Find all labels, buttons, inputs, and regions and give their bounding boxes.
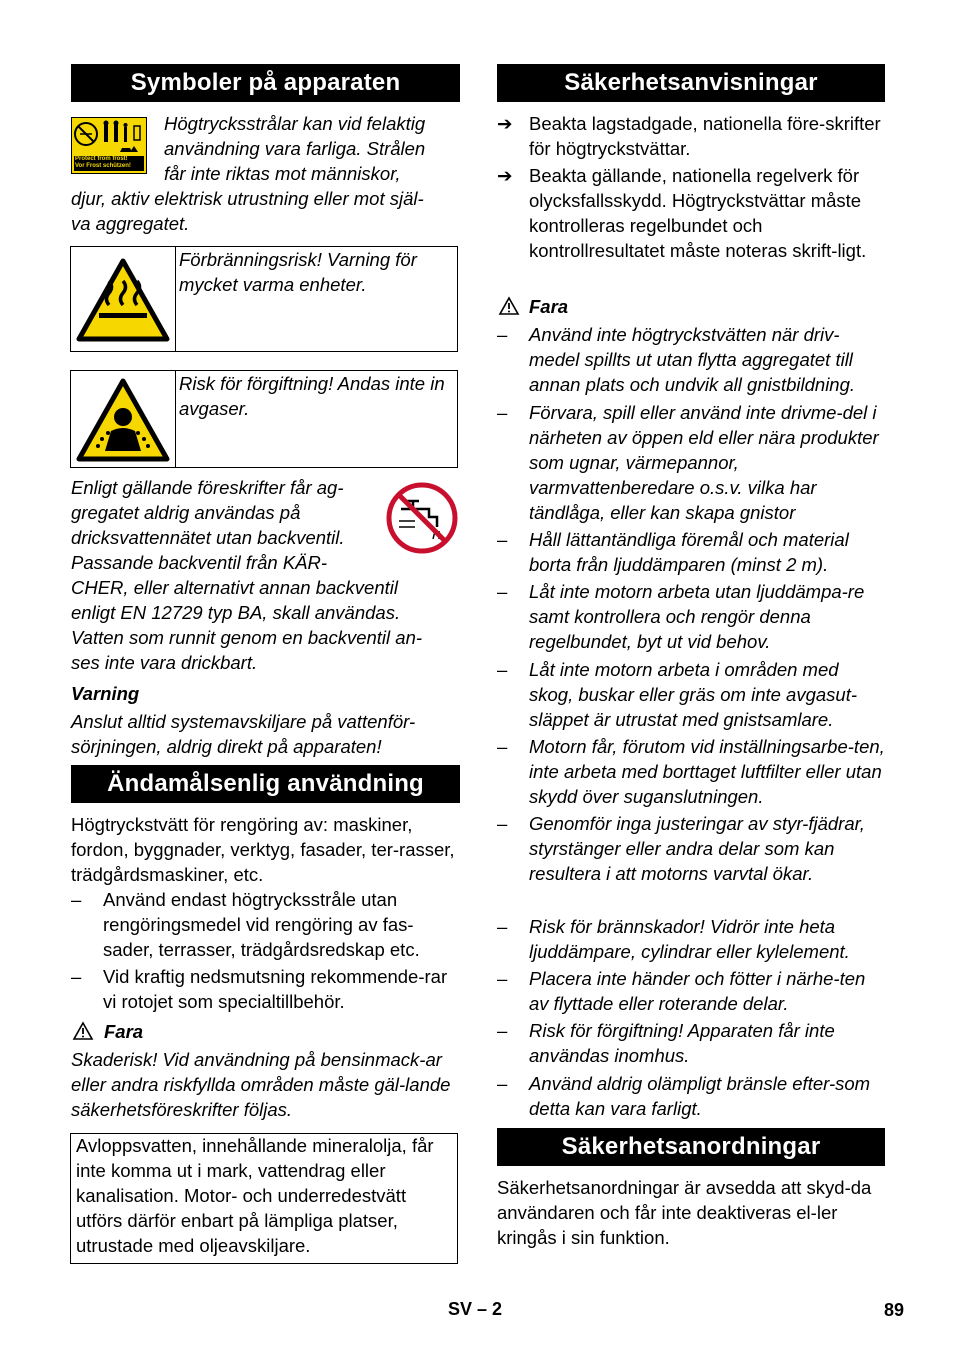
footer-section: SV – 2 [448, 1299, 503, 1319]
arrow-icon: ➔ [497, 113, 513, 134]
wastewater-box [70, 1133, 458, 1264]
page-number: 89 [884, 1300, 905, 1320]
backflow-line-2: gregatet aldrig användas på [71, 502, 301, 523]
backflow-line-7: Vatten som runnit genom en backventil an- [71, 627, 423, 648]
symbols-intro-line-3: får inte riktas mot människor, [164, 163, 401, 184]
pressure-warning-label-icon [71, 117, 147, 174]
protect-from-frost-text: Protect from frost! [75, 156, 128, 162]
safety-devices-heading: Säkerhetsanordningar [497, 1128, 885, 1166]
arrow-icon: ➔ [497, 165, 513, 186]
symbols-intro-line-2: användning vara farliga. Strålen [164, 138, 426, 159]
left-danger-label: Fara [104, 1021, 144, 1042]
safety-instructions-heading: Säkerhetsanvisningar [497, 64, 885, 102]
warning-label: Varning [71, 683, 140, 704]
safety-devices-text: Säkerhetsanordningar är avsedda att skyd-da användaren och får inte deaktiveras el-ler kringås i sin funktion. [497, 1177, 872, 1248]
poison-warning-box [70, 370, 458, 468]
danger-triangle-icon [72, 1021, 94, 1046]
no-drinking-water-icon [385, 481, 459, 555]
burn-warning-box [70, 246, 458, 352]
intended-use-text: Högtryckstvätt för rengöring av: maskiner, fordon, byggnader, verktyg, fasader, ter-rasser, trädgårdsmaskiner, etc. [71, 814, 455, 885]
toxic-fumes-icon [71, 371, 176, 467]
left-danger-text: Skaderisk! Vid användning på bensinmack-ar eller andra riskfyllda områden måste gäl-lande säkerhetsföreskrifter följas. [71, 1049, 451, 1120]
backflow-line-1: Enligt gällande föreskrifter får ag- [71, 477, 344, 498]
wastewater-text: Avloppsvatten, innehållande mineralolja, får inte komma ut i mark, vattendrag eller kanalisation. Motor- och underredestvätt utförs därför enbart på lämpliga platser, utrustade med oljeavskiljare. [76, 1135, 434, 1256]
symbols-heading: Symboler på apparaten [71, 64, 460, 102]
backflow-line-5: CHER, eller alternativt annan backventil [71, 577, 398, 598]
backflow-line-3: dricksvattennätet utan backventil. [71, 527, 345, 548]
warning-text: Anslut alltid systemavskiljare på vattenför-sörjningen, aldrig direkt på apparaten! [71, 711, 416, 757]
hot-surface-icon [71, 247, 176, 351]
danger-triangle-icon [498, 296, 520, 321]
symbols-intro-line-1: Högtrycksstrålar kan vid felaktig [164, 113, 426, 134]
backflow-line-6: enligt EN 12729 typ BA, skall användas. [71, 602, 401, 623]
symbols-intro-line-5: va aggregatet. [71, 213, 190, 234]
burn-warning-text: Förbränningsrisk! Varning för mycket varma enheter. [179, 249, 417, 295]
vor-frost-text: Vor Frost schützen! [75, 163, 131, 169]
right-danger-label: Fara [529, 296, 569, 317]
backflow-line-8: ses inte vara drickbart. [71, 652, 258, 673]
intended-use-heading: Ändamålsenlig användning [71, 765, 460, 803]
backflow-line-4: Passande backventil från KÄR- [71, 552, 328, 573]
symbols-intro-line-4: djur, aktiv elektrisk utrustning eller mot själ- [71, 188, 424, 209]
poison-warning-text: Risk för förgiftning! Andas inte in avgaser. [179, 373, 445, 419]
